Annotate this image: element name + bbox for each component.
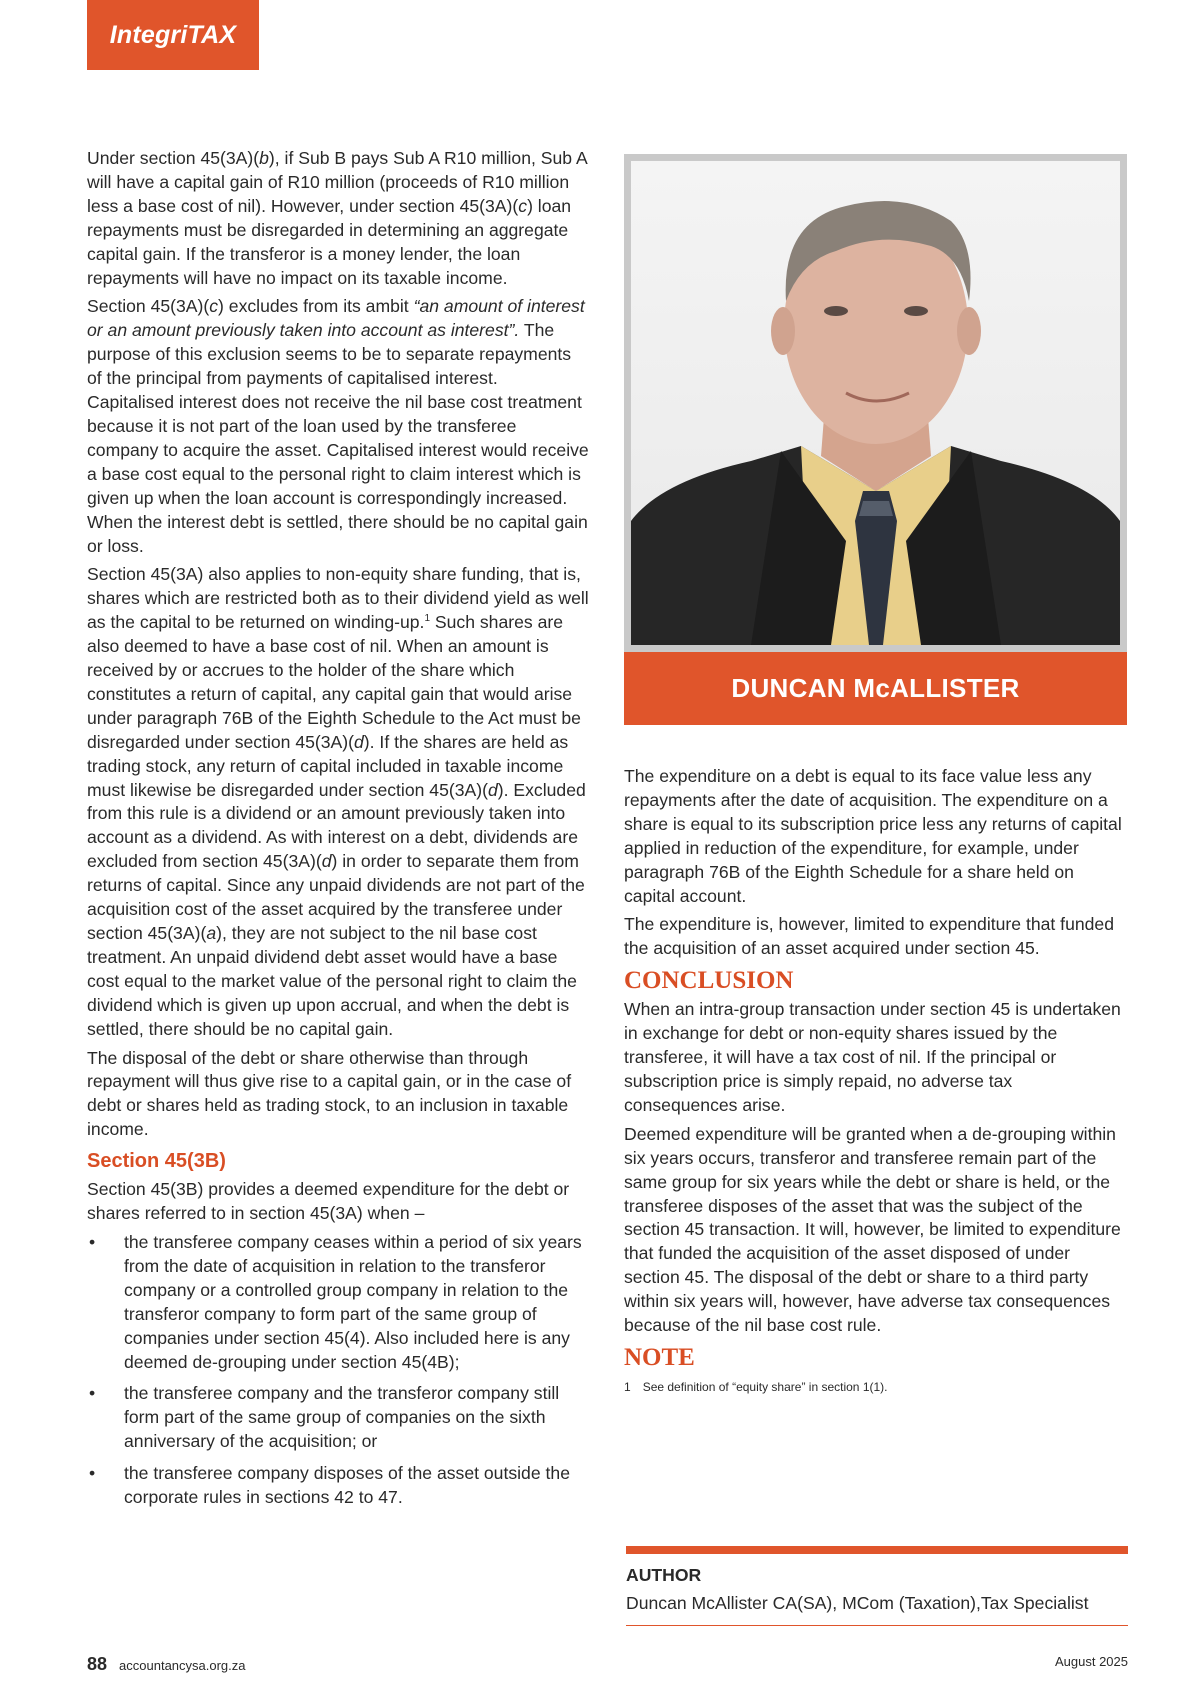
left-column	[87, 147, 589, 1518]
author-label: AUTHOR	[626, 1565, 702, 1585]
footnote-number: 1	[624, 1379, 631, 1394]
paragraph-8: When an intra-group transaction under section 45 is undertaken in exchange for debt or non-equity shares issued by the transferee, it will have a tax cost of nil. If the principal or subscription price is simply repaid, no adverse tax consequences arise.	[624, 999, 1121, 1115]
note-heading: NOTE	[624, 1343, 695, 1371]
paragraph-5: Section 45(3B) provides a deemed expenditure for the debt or shares referred to in section 45(3A) when –	[87, 1179, 570, 1224]
paragraph-7: The expenditure is, however, limited to expenditure that funded the acquisition of an asset acquired under section 45.	[624, 914, 1114, 959]
footer-left	[87, 1654, 246, 1675]
author-credentials: Duncan McAllister CA(SA), MCom (Taxation),Tax Specialist	[626, 1593, 1089, 1613]
right-column	[624, 765, 1126, 1395]
footnote	[624, 1379, 1126, 1395]
paragraph-2: Section 45(3A)(c) excludes from its ambit “an amount of interest or an amount previously taken into account as interest”. The purpose of this exclusion seems to be to separate repayments of the principal from payments of capitalised interest. Capitalised interest does not receive the nil base cost treatment because it is not part of the loan used by the transferee company to acquire the asset. Capitalised interest would receive a base cost equal to the personal right to claim interest which is given up when the loan account is correspondingly increased. When the interest debt is settled, there should be no capital gain or loss.	[87, 296, 589, 556]
bullet-list	[87, 1231, 589, 1510]
paragraph-1: Under section 45(3A)(b), if Sub B pays Sub A R10 million, Sub A will have a capital gain of R10 million (proceeds of R10 million less a base cost of nil). However, under section 45(3A)(c) loan repayments must be disregarded in determining an aggregate capital gain. If the transferor is a money lender, the loan repayments will have no impact on its taxable income.	[87, 148, 587, 288]
author-bottom-rule	[626, 1625, 1128, 1626]
paragraph-6: The expenditure on a debt is equal to its face value less any repayments after the date of acquisition. The expenditure on a share is equal to its subscription price less any returns of capital applied in reduction of the expenditure, for example, under paragraph 76B of the Eighth Schedule for a share held on capital account.	[624, 766, 1122, 906]
paragraph-3: Section 45(3A) also applies to non-equity share funding, that is, shares which are restricted both as to their dividend yield as well as the capital to be returned on winding-up.$^1$ Such shares are also deemed to have a base cost of nil. When an amount is received by or accrues to the holder of the share which constitutes a return of capital, any capital gain that would arise under paragraph 76B of the Eighth Schedule to the Act must be disregarded under section 45(3A)(d). If the shares are held as trading stock, any return of capital included in taxable income must likewise be disregarded under section 45(3A)(d). Excluded from this rule is a dividend or an amount previously taken into account as a dividend. As with interest on a debt, dividends are excluded from section 45(3A)(d) in order to separate them from returns of capital. Since any unpaid dividends are not part of the acquisition cost of the asset acquired by the transferee under section 45(3A)(a), they are not subject to the nil base cost treatment. An unpaid dividend debt asset would have a base cost equal to the market value of the personal right to claim the dividend which is given up upon accrual, and when the debt is settled, there should be no capital gain.	[87, 564, 589, 1039]
section-45-3b-heading: Section 45(3B)	[87, 1150, 226, 1173]
list-item: • the transferee company disposes of the asset outside the corporate rules in sections 42 to 47.	[89, 1463, 570, 1508]
footnote-ref: 1	[424, 613, 430, 625]
portrait-image	[631, 161, 1120, 645]
paragraph-9: Deemed expenditure will be granted when a de-grouping within six years occurs, transferor and transferee remain part of the same group for six years while the debt or share is held, or the transferee disposes of the asset that was the subject of the section 45 transaction. It will, however, be limited to expenditure that funded the acquisition of the asset disposed of under section 45. The disposal of the debt or share to a third party within six years will, however, have adverse tax consequences because of the nil base cost rule.	[624, 1123, 1121, 1336]
footnote-text: See definition of “equity share” in section 1(1).	[642, 1379, 888, 1394]
portrait-illustration	[631, 161, 1120, 645]
list-item: • the transferee company and the transferor company still form part of the same group of companies on the sixth anniversary of the acquisition; or	[89, 1383, 560, 1452]
author-divider	[626, 1546, 1128, 1554]
paragraph-4: The disposal of the debt or share otherwise than through repayment will thus give rise to a capital gain, or in the case of debt or shares held as trading stock, to an inclusion in taxable income.	[87, 1047, 572, 1140]
author-photo	[624, 154, 1127, 652]
issue-date: August 2025	[1054, 1654, 1128, 1669]
conclusion-heading: CONCLUSION	[624, 967, 794, 995]
author-name-caption: DUNCAN McALLISTER	[624, 652, 1127, 725]
page-number: 88	[87, 1654, 108, 1674]
integritax-logo	[87, 0, 259, 70]
list-item: • the transferee company ceases within a period of six years from the date of acquisition in relation to the transferor company or a controlled group company in relation to the transferor company to form part of the same group of companies under section 45(4). Also included here is any deemed de-grouping under section 45(4B);	[89, 1231, 582, 1372]
logo-text: IntegriTAX	[109, 20, 237, 49]
website-link[interactable]: accountancysa.org.za	[119, 1658, 246, 1673]
